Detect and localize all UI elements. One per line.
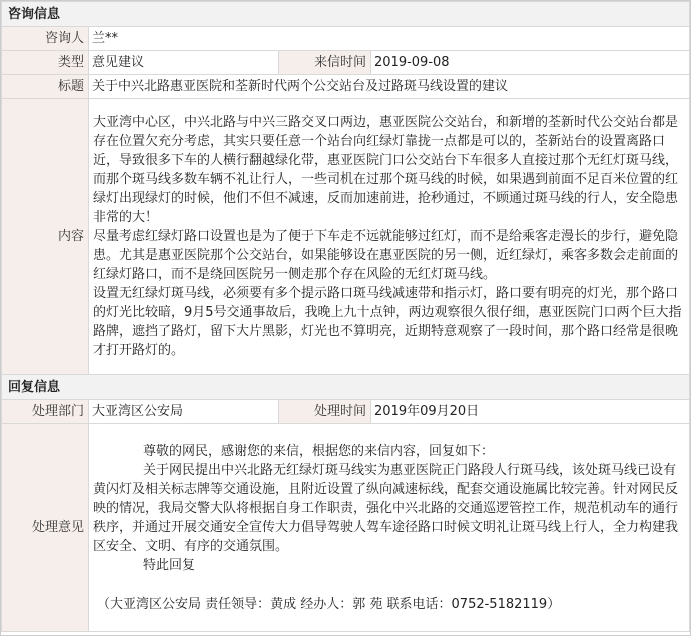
reply-body: 关于网民提出中兴北路无红绿灯斑马线实为惠亚医院正门路段人行斑马线，该处斑马线已设有黄闪灯及相关标志牌等交通设施，且附近设置了纵向减速标线，配套交通设施属比较完善。针对网民反映的情况，我局交警大队将根据自身工作职责，强化中兴北路的交通巡逻管控工作，规范机动车的通行秩序，并通过开展交通安全宣传大力倡导驾驶人驾车途径路口时候文明礼让斑马线上行人，全力构建我区安全、文明、有序的交通氛围。 — [93, 462, 679, 554]
content-paragraph: 设置无红绿灯斑马线，必须要有多个提示路口斑马线减速带和指示灯，路口要有明亮的灯光，那个路口的灯光比较暗，9月5号交通事故后，我晚上九十点钟，两边观察很久很仔细，惠亚医院门口两个巨大指路牌，遮挡了路灯，留下大片黑影，灯光也不算明亮，近期特意观察了一段时间，那个路口经常是很晚才打开路灯的。 — [93, 286, 682, 358]
content-row — [2, 99, 690, 375]
type-value: 意见建议 — [89, 51, 279, 75]
dept-row — [2, 400, 690, 424]
reply-greeting: 尊敬的网民，感谢您的来信，根据您的来信内容，回复如下： — [143, 443, 495, 459]
content-paragraph: 尽量考虑红绿灯路口设置也是为了便于下车走不远就能够过红灯，而不是给乘客走漫长的步行，避免隐患。尤其是惠亚医院那个公交站台，如果能够设在惠亚医院的另一侧，近红绿灯，乘客多数会走前面的红绿灯路口，而不是绕回医院另一侧走那个存在风险的无红灯斑马线。 — [93, 229, 679, 282]
consult-section-title: 咨询信息 — [2, 2, 690, 27]
date-label: 来信时间 — [279, 51, 371, 75]
asker-value: 兰** — [89, 27, 690, 51]
opinion-row — [2, 424, 690, 632]
dept-label: 处理部门 — [2, 400, 89, 424]
content-paragraph: 大亚湾中心区，中兴北路与中兴三路交叉口两边，惠亚医院公交站台，和新增的荃新时代公交站台都是存在位置欠充分考虑，其实只要任意一个站台向红绿灯靠拢一点都是可以的，荃新站台的设置离路口近，导致很多下车的人横行翻越绿化带，惠亚医院门口公交站台下车很多人直接过那个无红灯斑马线，而那个斑马线多数车辆不礼让行人，一些司机在过那个斑马线的时候，如果遇到前面不足百米位置的红绿灯出现绿灯的时候，他们不但不减速，反而加速前进，抢秒通过，不顾通过斑马线的行人，安全隐患非常的大！ — [93, 115, 679, 225]
consult-section-header — [2, 2, 690, 27]
opinion-label: 处理意见 — [2, 424, 89, 632]
type-row — [2, 51, 690, 75]
time-value: 2019年09月20日 — [371, 400, 690, 424]
title-value: 关于中兴北路惠亚医院和荃新时代两个公交站台及过路斑马线设置的建议 — [89, 75, 690, 99]
title-row — [2, 75, 690, 99]
reply-section-header — [2, 375, 690, 400]
opinion-body — [89, 424, 690, 632]
letter-detail-table — [1, 1, 690, 632]
content-label: 内容 — [2, 99, 89, 375]
title-label: 标题 — [2, 75, 89, 99]
asker-label: 咨询人 — [2, 27, 89, 51]
date-value: 2019-09-08 — [371, 51, 690, 75]
type-label: 类型 — [2, 51, 89, 75]
reply-closing: 特此回复 — [143, 557, 196, 573]
asker-row — [2, 27, 690, 51]
reply-section-title: 回复信息 — [2, 375, 690, 400]
dept-value: 大亚湾区公安局 — [89, 400, 279, 424]
time-label: 处理时间 — [279, 400, 371, 424]
content-body — [89, 99, 690, 375]
reply-signature: （大亚湾区公安局 责任领导：黄成 经办人：郭 苑 联系电话：0752-5182119） — [97, 596, 561, 612]
